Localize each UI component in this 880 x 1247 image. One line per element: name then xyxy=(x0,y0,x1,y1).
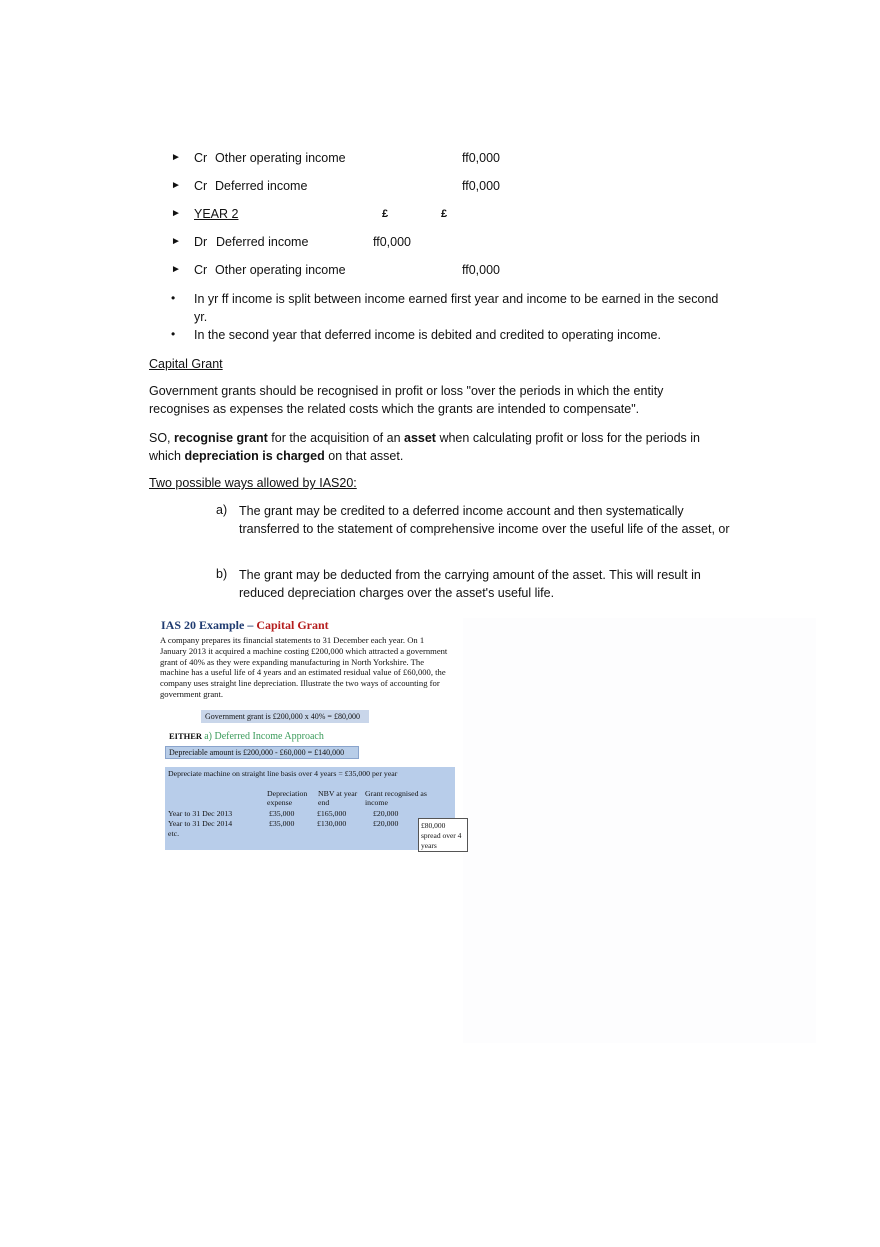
journal-amount: ff0,000 xyxy=(373,235,412,249)
bullet-text: In the second year that deferred income is debited and credited to operating income. xyxy=(194,328,661,342)
two-ways-heading: Two possible ways allowed by IAS20: xyxy=(149,476,357,490)
row-dep: £35,000 xyxy=(269,819,295,828)
option-marker: b) xyxy=(216,567,228,581)
ias20-example-image xyxy=(155,615,470,855)
arrow-bullet-icon: ► xyxy=(171,152,181,163)
journal-label: Other operating income xyxy=(215,151,346,165)
arrow-bullet-icon: ► xyxy=(171,264,181,275)
row-nbv: £165,000 xyxy=(317,809,347,818)
row-label: Year to 31 Dec 2013 xyxy=(168,809,233,818)
grant-calc-box: Government grant is £200,000 x 40% = £80,000 xyxy=(201,710,369,723)
journal-label: Other operating income xyxy=(215,263,346,277)
option-text: The grant may be credited to a deferred income account and then systematically transferred to the statement of comprehensive income over the useful life of the asset, or xyxy=(239,504,730,536)
pound-header: £ xyxy=(441,208,448,220)
either-heading: EITHER a) Deferred Income Approach xyxy=(169,731,324,742)
example-title: IAS 20 Example – Capital Grant xyxy=(161,618,329,632)
row-label: Year to 31 Dec 2014 xyxy=(168,819,233,828)
journal-amount: ff0,000 xyxy=(462,263,501,277)
row-label: etc. xyxy=(168,829,180,838)
arrow-bullet-icon: ► xyxy=(171,180,181,191)
arrow-bullet-icon: ► xyxy=(171,208,181,219)
capital-grant-heading: Capital Grant xyxy=(149,357,223,371)
bullet-dot-icon: • xyxy=(171,327,176,341)
arrow-bullet-icon: ► xyxy=(171,236,181,247)
journal-amount: ff0,000 xyxy=(462,179,501,193)
example-body: A company prepares its financial statements to 31 December each year. On 1 January 2013 it acquired a machine costing £200,000 which attracted a government grant of 40% as they were expanding manufacturing in North Yorkshire. The machine has a useful life of 4 years and an estimated residual value of £60,000, the company uses straight line depreciation. Illustrate the two ways of accounting for government grant. xyxy=(160,635,448,699)
row-grant: £20,000 xyxy=(373,819,399,828)
background-panel xyxy=(463,618,816,1043)
row-dep: £35,000 xyxy=(269,809,295,818)
depreciation-table xyxy=(165,767,455,850)
journal-prefix: Cr xyxy=(194,263,208,277)
journal-label: Deferred income xyxy=(215,179,308,193)
spread-note: £80,000 spread over 4 years xyxy=(418,818,468,852)
col-header: NBV at year end xyxy=(318,789,358,807)
bullet-dot-icon: • xyxy=(171,291,176,305)
journal-prefix: Cr xyxy=(194,179,208,193)
option-marker: a) xyxy=(216,503,228,517)
depreciable-box: Depreciable amount is £200,000 - £60,000 = £140,000 xyxy=(165,746,359,759)
col-header: Grant recognised as income xyxy=(365,789,427,807)
journal-label: Deferred income xyxy=(216,235,309,249)
grant-paragraph: Government grants should be recognised in profit or loss "over the periods in which the entity recognises as expenses the related costs which the grants are intended to compensate". xyxy=(149,384,664,416)
year-label: YEAR 2 xyxy=(194,207,239,221)
row-nbv: £130,000 xyxy=(317,819,347,828)
recognise-paragraph: SO, recognise grant for the acquisition of an asset when calculating profit or loss for the periods in which depreciation is charged on that asset. xyxy=(149,431,701,463)
straight-line-note: Depreciate machine on straight line basis over 4 years = £35,000 per year xyxy=(168,769,398,778)
journal-prefix: Dr xyxy=(194,235,208,249)
journal-amount: ff0,000 xyxy=(462,151,501,165)
row-grant: £20,000 xyxy=(373,809,399,818)
bullet-text: In yr ff income is split between income earned first year and income to be earned in the second yr. xyxy=(194,292,719,324)
col-header: Depreciation expense xyxy=(267,789,308,807)
journal-prefix: Cr xyxy=(194,151,208,165)
pound-header: £ xyxy=(382,208,389,220)
option-text: The grant may be deducted from the carrying amount of the asset. This will result in reduced depreciation charges over the asset's useful life. xyxy=(239,568,701,600)
